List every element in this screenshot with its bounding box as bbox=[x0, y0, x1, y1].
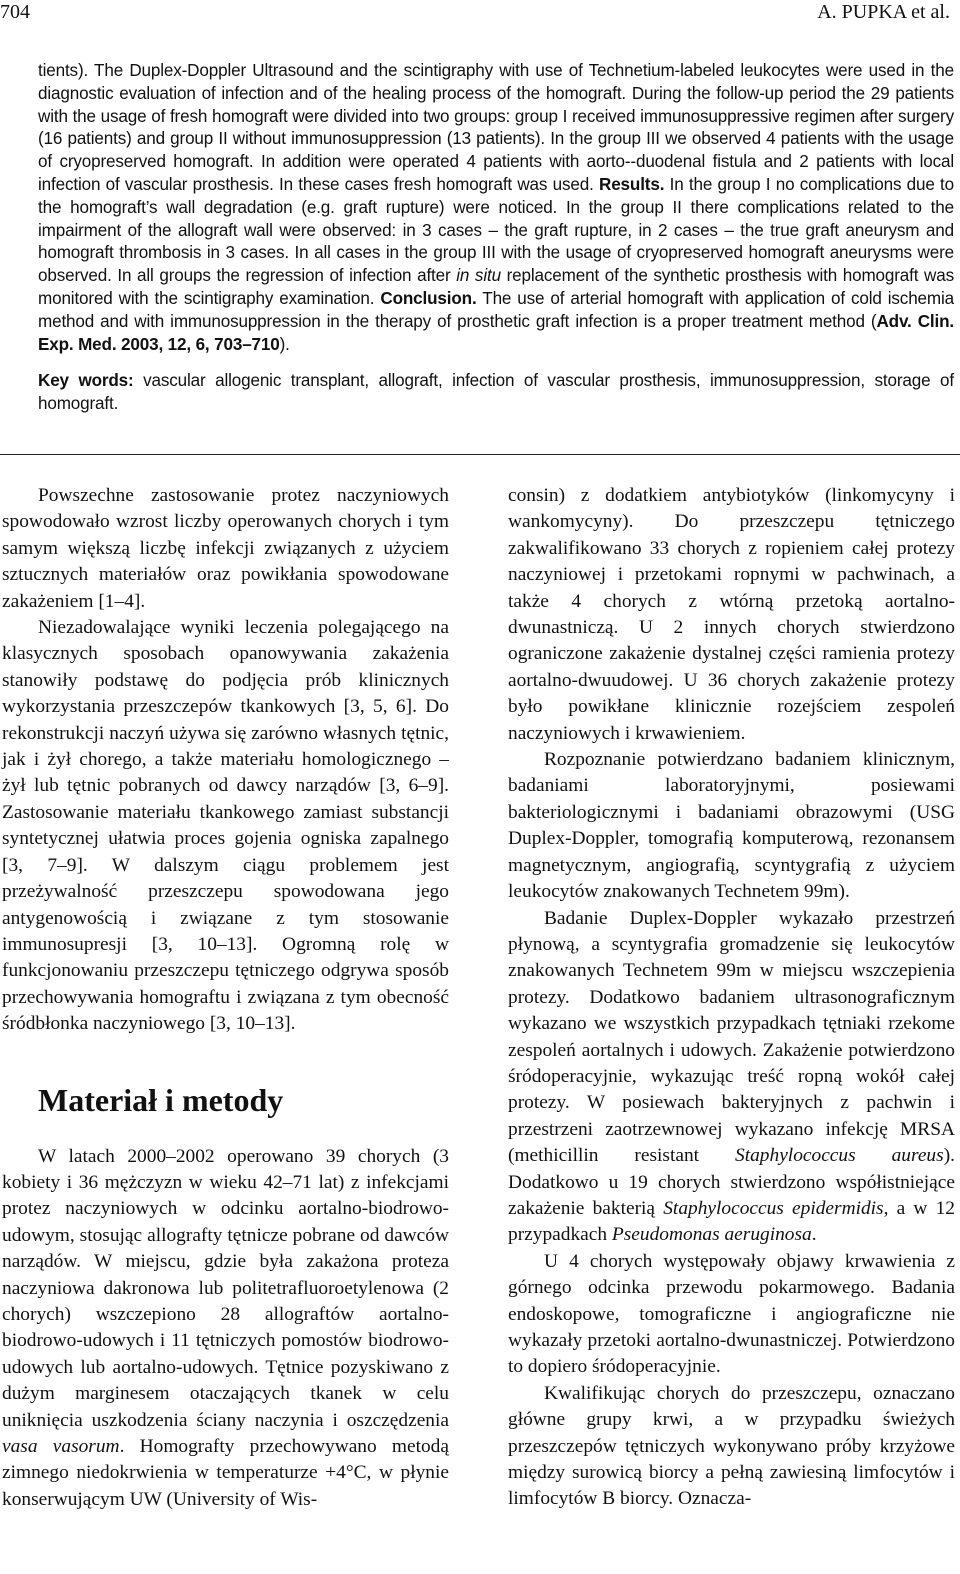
species-staph-epidermidis: Staphylococcus epidermidis bbox=[663, 1197, 884, 1219]
methods-text-2: . Homografty przechowywano metodą zimnego niedokrwienia w temperaturze +4°C, w płynie konserwującym UW (University of Wis- bbox=[2, 1436, 449, 1510]
citation-close: ). bbox=[279, 334, 290, 354]
doppler-text-2: ). Dodatkowo u 19 chorych stwierdzono współistniejące zakażenie bakterią bbox=[508, 1145, 955, 1219]
right-column bbox=[508, 483, 955, 1513]
citation: Adv. Clin. Exp. Med. 2003, 12, 6, 703–710 bbox=[38, 311, 954, 354]
abstract bbox=[38, 60, 954, 416]
conclusion-text: The use of arterial homograft with application of cold ischemia method and with immunosuppression in the therapy of prosthetic graft infection is a proper treatment method ( bbox=[38, 288, 955, 331]
section-heading: Materiał i metody bbox=[38, 1081, 284, 1118]
doppler-paragraph bbox=[508, 906, 955, 1249]
conclusion-label: Conclusion. bbox=[380, 288, 477, 308]
keywords-text: vascular allogenic transplant, allograft, infection of vascular prosthesis, immunosuppression, storage of homograft. bbox=[38, 371, 954, 414]
species-staph-aureus: Staphylococcus aureus bbox=[735, 1145, 944, 1167]
results-italic: in situ bbox=[456, 266, 501, 286]
page-number: 704 bbox=[0, 1, 30, 23]
methods-text: W latach 2000–2002 operowano 39 chorych (3 kobiety i 36 mężczyzn w wieku 42–71 lat) z infekcjami protez naczyniowych w odcinku aortalno-biodrowo-udowym, stosując allografty tętnicze pobrane od dawców narządów. W miejscu, gdzie była zakażona proteza naczyniowa dakronowa lub politetrafluoroetylenowa (2 chorych) wszczepiono 28 allograftów aortalno-biodrowo-udowych i 11 tętniczych pomostów biodrowo-udowych lub aortalno-udowych. Tętnice pozyskiwano z dużym marginesem otaczających tkanek w celu uniknięcia uszkodzenia ściany naczynia i oszczędzenia bbox=[2, 1145, 449, 1431]
abstract-methods: tients). The Duplex-Doppler Ultrasound and the scintigraphy with use of Technetium-labeled leukocytes were used in the diagnostic evaluation of infection and of the healing process of the homograft. During the follow-up period the 29 patients with the usage of fresh homograft were divided into two groups: group I received immunosuppressive regimen after surgery (16 patients) and group II without immunosuppression (13 patients). In the group III we observed 4 patients with the usage of cryopreserved homograft. In addition were operated 4 patients with aorto--duodenal fistula and 2 patients with local infection of vascular prosthesis. In these cases fresh homograft was used. bbox=[38, 61, 954, 194]
results-label: Results. bbox=[599, 174, 665, 194]
running-header bbox=[0, 0, 960, 26]
intro-paragraph-1: Powszechne zastosowanie protez naczyniowych spowodowało wzrost liczby operowanych chorych i tym samym większą liczbę infekcji związanych z użyciem sztucznych materiałów oraz powikłania spowodowane zakażeniem [1–4]. bbox=[2, 485, 449, 612]
intro-paragraph-2: Niezadowalające wyniki leczenia polegającego na klasycznych sposobach opanowywania zakażenia stanowiły podstawę do podjęcia prób klinicznych wykorzystania przeszczepów tkankowych [3, 5, 6]. Do rekonstrukcji naczyń używa się zarówno własnych tętnic, jak i żył chorego, a także materiału homologicznego – żył lub tętnic pobranych od dawcy narządów [3, 6–9]. Zastosowanie materiału tkankowego zamiast substancji syntetycznej ułatwia proces gojenia ogniska zapalnego [3, 7–9]. W dalszym ciągu problemem jest przeżywalność przeszczepu spowodowana jego antygenowością i związane z tym stosowanie immunosupresji [3, 10–13]. Ogromną rolę w funkcjonowaniu przeszczepu tętniczego odgrywa sposób przechowywania homograftu i związana z tym obecność śródbłonka naczyniowego [3, 10–13]. bbox=[2, 617, 449, 1035]
section-divider bbox=[0, 454, 960, 455]
methods-continuation: consin) z dodatkiem antybiotyków (linkomycyny i wankomycyny). Do przeszczepu tętniczego zakwalifikowano 33 chorych z ropieniem całej protezy naczyniowej i przetokami ropnymi w pachwinach, a także 4 chorych z wtórną przetoką aortalno-dwunastniczą. U 2 innych chorych stwierdzono ograniczone zakażenie dystalnej części ramienia protezy aortalno-dwuudowej. U 36 chorych zakażenie protezy było powikłane klinicznie rozejściem zespoleń naczyniowych i krwawieniem. bbox=[508, 485, 955, 744]
left-column bbox=[2, 483, 449, 1513]
keywords-label: Key words: bbox=[38, 371, 134, 391]
qualification-paragraph: Kwalifikując chorych do przeszczepu, oznaczano główne grupy krwi, a w przypadku świeżych przeszczepów tętniczych wykonywano próby krzyżowe między surowicą biorcy a pełną zawiesiną limfocytów i limfocytów B biorcy. Oznacza- bbox=[508, 1382, 955, 1510]
results-text-2: replacement of the synthetic prosthesis with homograft was monitored with the scintigraphy examination. bbox=[38, 266, 954, 308]
running-head: A. PUPKA et al. bbox=[817, 1, 950, 23]
abstract-body bbox=[38, 60, 954, 356]
doppler-text-4: . bbox=[811, 1224, 817, 1246]
results-text: In the group I no complications due to the homograft’s wall degradation (e.g. graft rupture) were noticed. In the group II there complications related to the impairment of the allograft wall were observed: in 3 cases – the graft rupture, in 2 cases – the true graft aneurysm and homograft thrombosis in 3 cases. In all cases in the group III with the usage of cryopreserved homograft aneurysms were observed. In all groups the regression of infection after bbox=[38, 174, 954, 286]
methods-italic: vasa vasorum bbox=[2, 1436, 120, 1457]
doppler-text: Badanie Duplex-Doppler wykazało przestrzeń płynową, a scyntygrafia gromadzenie się leukocytów znakowanych Technetem 99m w miejscu wszczepienia protezy. Dodatkowo badaniem ultrasonograficznym wykazano we wszystkich przypadkach tętniaki rzekome zespoleń aortalnych i udowych. Zakażenie potwierdzono śródoperacyjnie, wykazując treść ropną wokół całej protezy. W posiewach bakteryjnych z pachwin i przestrzeni zaotrzewnowej wykazano infekcję MRSA (methicillin resistant bbox=[508, 907, 955, 1167]
diagnosis-paragraph: Rozpoznanie potwierdzano badaniem klinicznym, badaniami laboratoryjnymi, posiewami bakteriologicznymi i badaniami obrazowymi (USG Duplex-Doppler, tomografią komputerową, rezonansem magnetycznym, angiografią, scyntygrafią z użyciem leukocytów znakowanych Technetem 99m). bbox=[508, 749, 955, 903]
keywords bbox=[38, 370, 954, 416]
doppler-text-3: , a w 12 przypadkach bbox=[508, 1197, 955, 1246]
methods-paragraph-1 bbox=[2, 1144, 449, 1514]
species-pseudomonas: Pseudomonas aeruginosa bbox=[611, 1224, 812, 1246]
bleeding-paragraph: U 4 chorych występowały objawy krwawienia z górnego odcinka przewodu pokarmowego. Badania endoskopowe, tomograficzne i angiograficzne nie wykazały przetoki aortalno-dwunastniczej. Potwierdzono to dopiero śródoperacyjnie. bbox=[508, 1250, 955, 1378]
